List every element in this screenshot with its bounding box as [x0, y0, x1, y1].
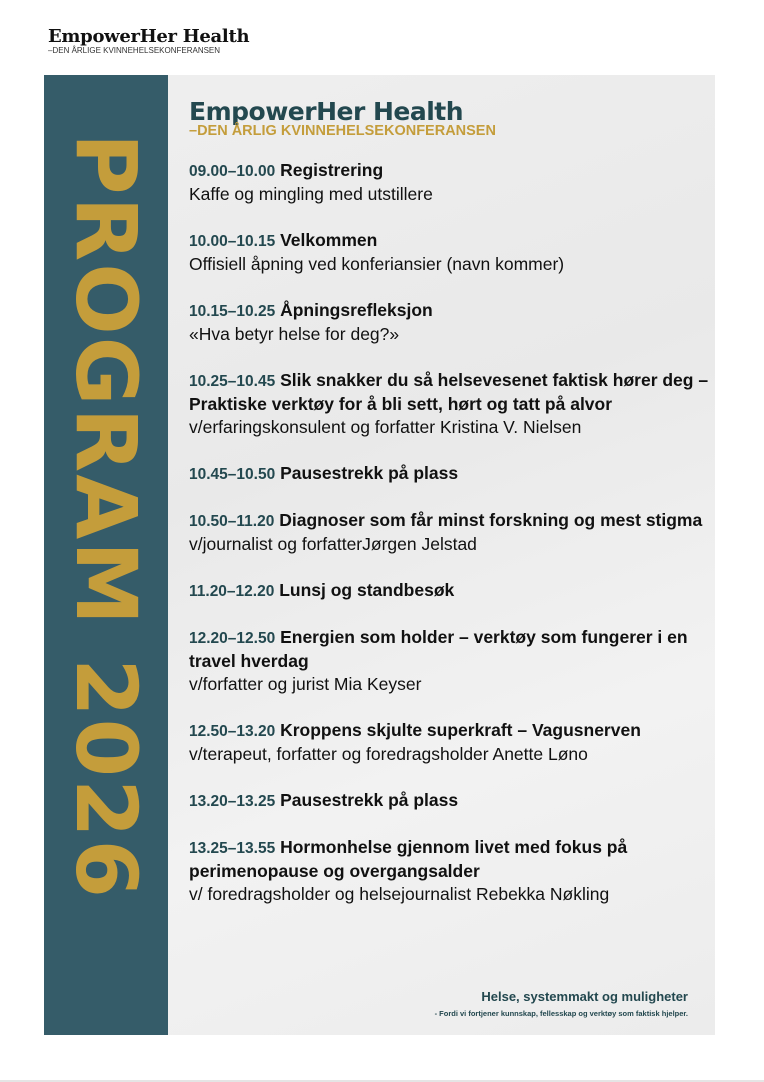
- vertical-title: PROGRAM 2026: [57, 133, 155, 900]
- footer-subline: - Fordi vi fortjener kunnskap, fellesskap og verktøy som faktisk hjelper.: [434, 1009, 688, 1018]
- item-title: Hormonhelse gjennom livet med fokus på perimenopause og overgangsalder: [189, 837, 628, 881]
- program-item: [189, 369, 709, 439]
- item-time: 11.20–12.20: [189, 583, 275, 600]
- program-item: [189, 836, 709, 906]
- item-time: 12.50–13.20: [189, 723, 276, 740]
- program-item: [189, 299, 709, 346]
- item-title: Pausestrekk på plass: [280, 790, 459, 810]
- item-title: Velkommen: [280, 230, 378, 250]
- program-item: [189, 789, 709, 813]
- program-content: [189, 97, 709, 929]
- item-desc: v/journalist og forfatterJørgen Jelstad: [189, 534, 477, 554]
- page-title: EmpowerHer Health: [189, 97, 464, 126]
- item-desc: «Hva betyr helse for deg?»: [189, 324, 400, 344]
- item-title: Energien som holder – verktøy som fungerer i en travel hverdag: [189, 627, 688, 671]
- item-time: 10.50–11.20: [189, 513, 275, 530]
- brand-header: [48, 26, 249, 55]
- program-item: [189, 626, 709, 696]
- program-item: [189, 509, 709, 556]
- program-list: [189, 159, 709, 906]
- item-time: 10.45–10.50: [189, 466, 276, 483]
- item-time: 13.20–13.25: [189, 793, 276, 810]
- item-title: Åpningsrefleksjon: [280, 300, 433, 320]
- footer-headline: Helse, systemmakt og muligheter: [481, 989, 688, 1004]
- item-time: 10.25–10.45: [189, 373, 276, 390]
- program-item: [189, 579, 709, 603]
- page-subtitle: –DEN ÅRLIG KVINNEHELSEKONFERANSEN: [189, 123, 496, 139]
- item-desc: v/forfatter og jurist Mia Keyser: [189, 674, 422, 694]
- brand-name: EmpowerHer Health: [48, 26, 250, 47]
- sidebar: [44, 75, 168, 1035]
- item-time: 10.00–10.15: [189, 233, 276, 250]
- item-title: Registrering: [280, 160, 384, 180]
- program-item: [189, 159, 709, 206]
- item-desc: v/erfaringskonsulent og forfatter Kristina V. Nielsen: [189, 417, 582, 437]
- brand-tagline: –DEN ÅRLIGE KVINNEHELSEKONFERANSEN: [48, 46, 221, 55]
- item-time: 09.00–10.00: [189, 163, 276, 180]
- item-title: Lunsj og standbesøk: [279, 580, 455, 600]
- item-time: 10.15–10.25: [189, 303, 276, 320]
- program-item: [189, 719, 709, 766]
- item-desc: v/terapeut, forfatter og foredragsholder Anette Løno: [189, 744, 588, 764]
- item-title: Diagnoser som får minst forskning og mest stigma: [279, 510, 703, 530]
- item-time: 13.25–13.55: [189, 840, 276, 857]
- item-title: Pausestrekk på plass: [280, 463, 459, 483]
- item-desc: Kaffe og mingling med utstillere: [189, 184, 433, 204]
- program-item: [189, 229, 709, 276]
- item-desc: Offisiell åpning ved konferiansier (navn kommer): [189, 254, 565, 274]
- item-time: 12.20–12.50: [189, 630, 276, 647]
- program-item: [189, 462, 709, 486]
- item-title: Kroppens skjulte superkraft – Vagusnerven: [280, 720, 641, 740]
- item-desc: v/ foredragsholder og helsejournalist Rebekka Nøkling: [189, 884, 610, 904]
- program-panel: [44, 75, 715, 1035]
- item-title: Slik snakker du så helsevesenet faktisk hører deg – Praktiske verktøy for å bli sett, hørt og tatt på alvor: [189, 370, 709, 414]
- footer: [435, 989, 688, 1018]
